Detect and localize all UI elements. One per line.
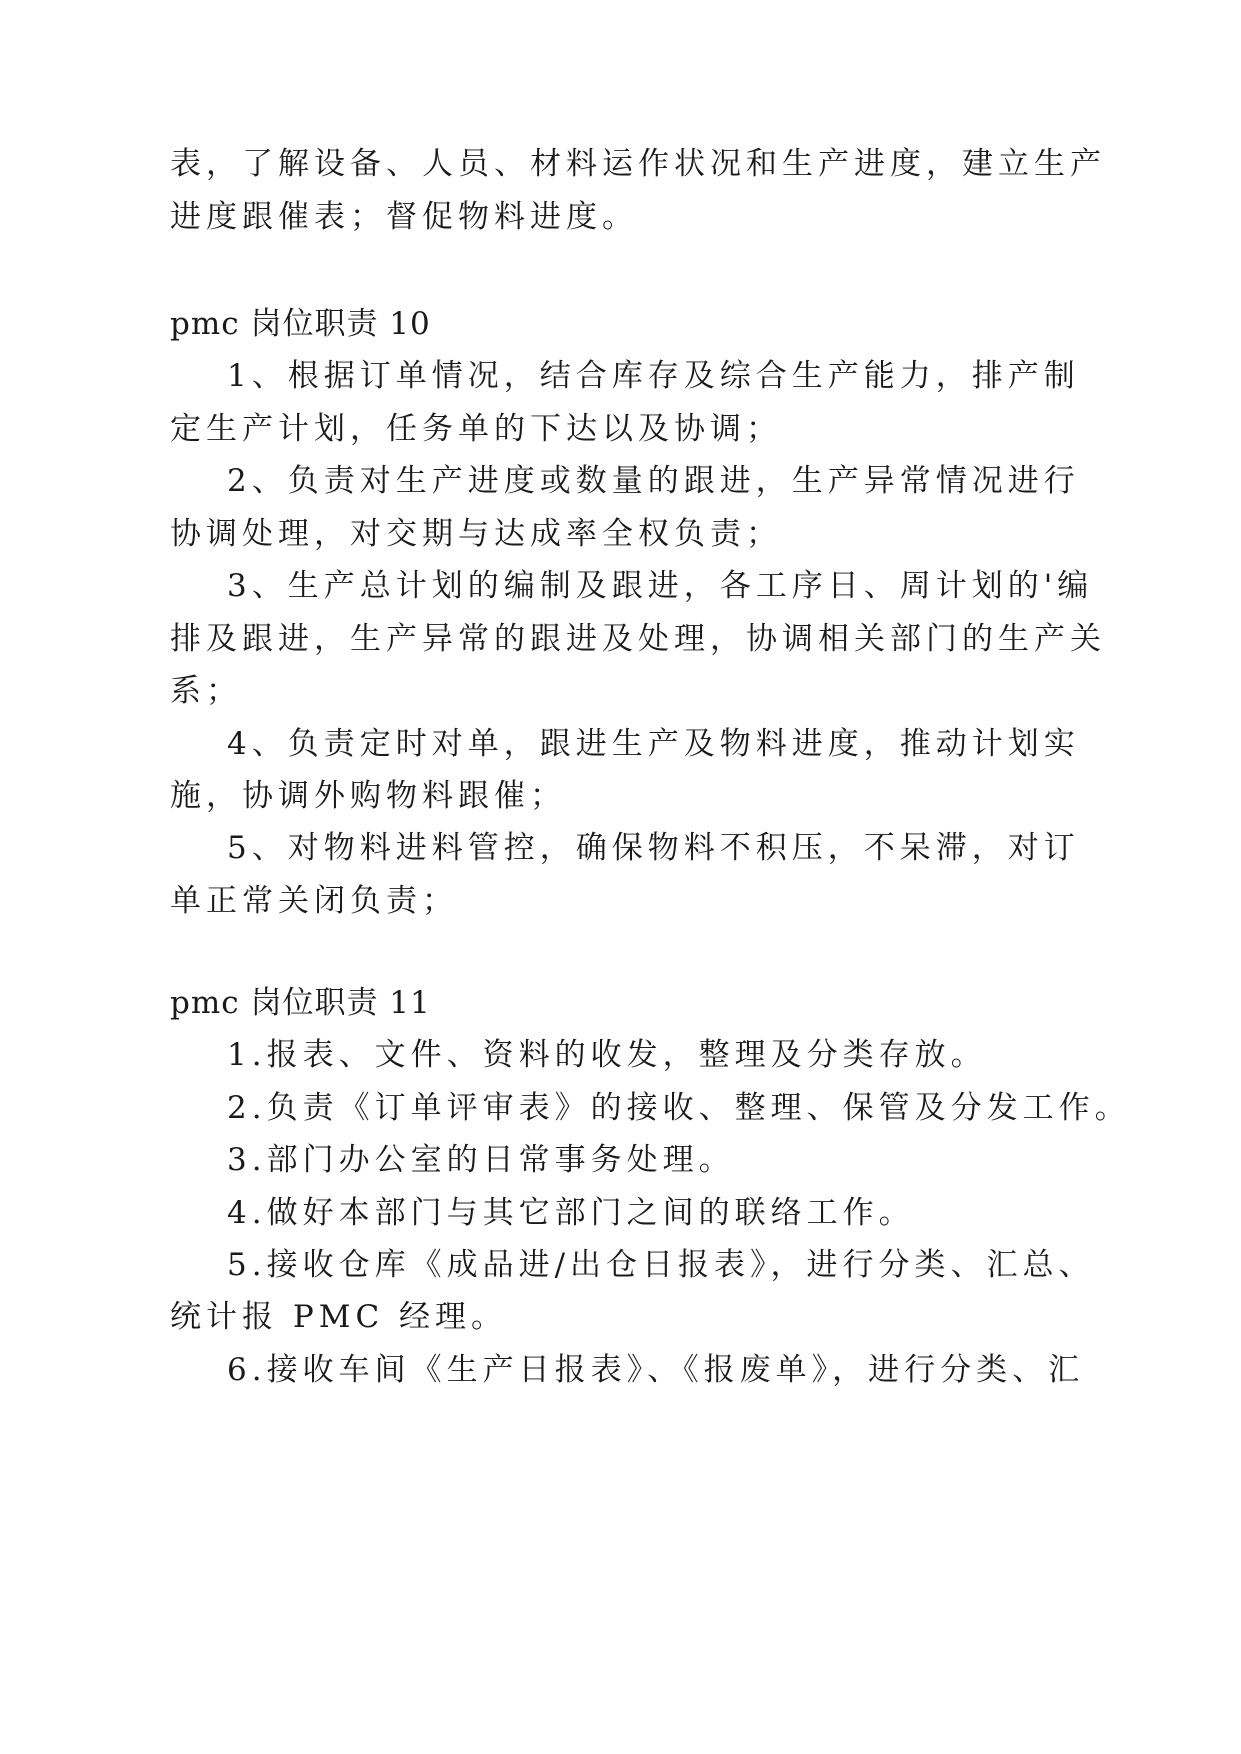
section-11-line: 4.做好本部门与其它部门之间的联络工作。 (227, 1195, 915, 1231)
section-10-line: 协调处理，对交期与达成率全权负责； (170, 516, 782, 552)
section-11-line: 5.接收仓库《成品进/出仓日报表》，进行分类、汇总、 (227, 1247, 1095, 1283)
section-11-line: 3.部门办公室的日常事务处理。 (227, 1142, 735, 1178)
section-11-line: 统计报 PMC 经理。 (170, 1299, 508, 1335)
intro-line-2: 进度跟催表；督促物料进度。 (170, 199, 638, 235)
section-10-line: 施，协调外购物料跟催； (170, 778, 566, 814)
section-10-line: 5、对物料进料管控，确保物料不积压，不呆滞，对订 (227, 830, 1080, 866)
section-10-line: 4、负责定时对单，跟进生产及物料进度，推动计划实 (227, 726, 1080, 762)
section-10-line: 定生产计划，任务单的下达以及协调； (170, 411, 782, 447)
section-11-heading: pmc 岗位职责 11 (170, 985, 431, 1021)
section-10-line: 系； (170, 673, 242, 709)
section-11-line: 2.负责《订单评审表》的接收、整理、保管及分发工作。 (227, 1090, 1131, 1126)
section-10-line: 单正常关闭负责； (170, 883, 458, 919)
section-10-line: 3、生产总计划的编制及跟进，各工序日、周计划的'编 (227, 568, 1094, 604)
section-10-line: 2、负责对生产进度或数量的跟进，生产异常情况进行 (227, 463, 1080, 499)
section-10-line: 1、根据订单情况，结合库存及综合生产能力，排产制 (227, 358, 1080, 394)
intro-line-1: 表，了解设备、人员、材料运作状况和生产进度，建立生产 (170, 146, 1106, 182)
section-11-line: 6.接收车间《生产日报表》、《报废单》，进行分类、汇 (227, 1352, 1085, 1388)
section-10-heading: pmc 岗位职责 10 (170, 306, 431, 342)
section-10-line: 排及跟进，生产异常的跟进及处理，协调相关部门的生产关 (170, 621, 1106, 657)
section-11-line: 1.报表、文件、资料的收发，整理及分类存放。 (227, 1037, 987, 1073)
